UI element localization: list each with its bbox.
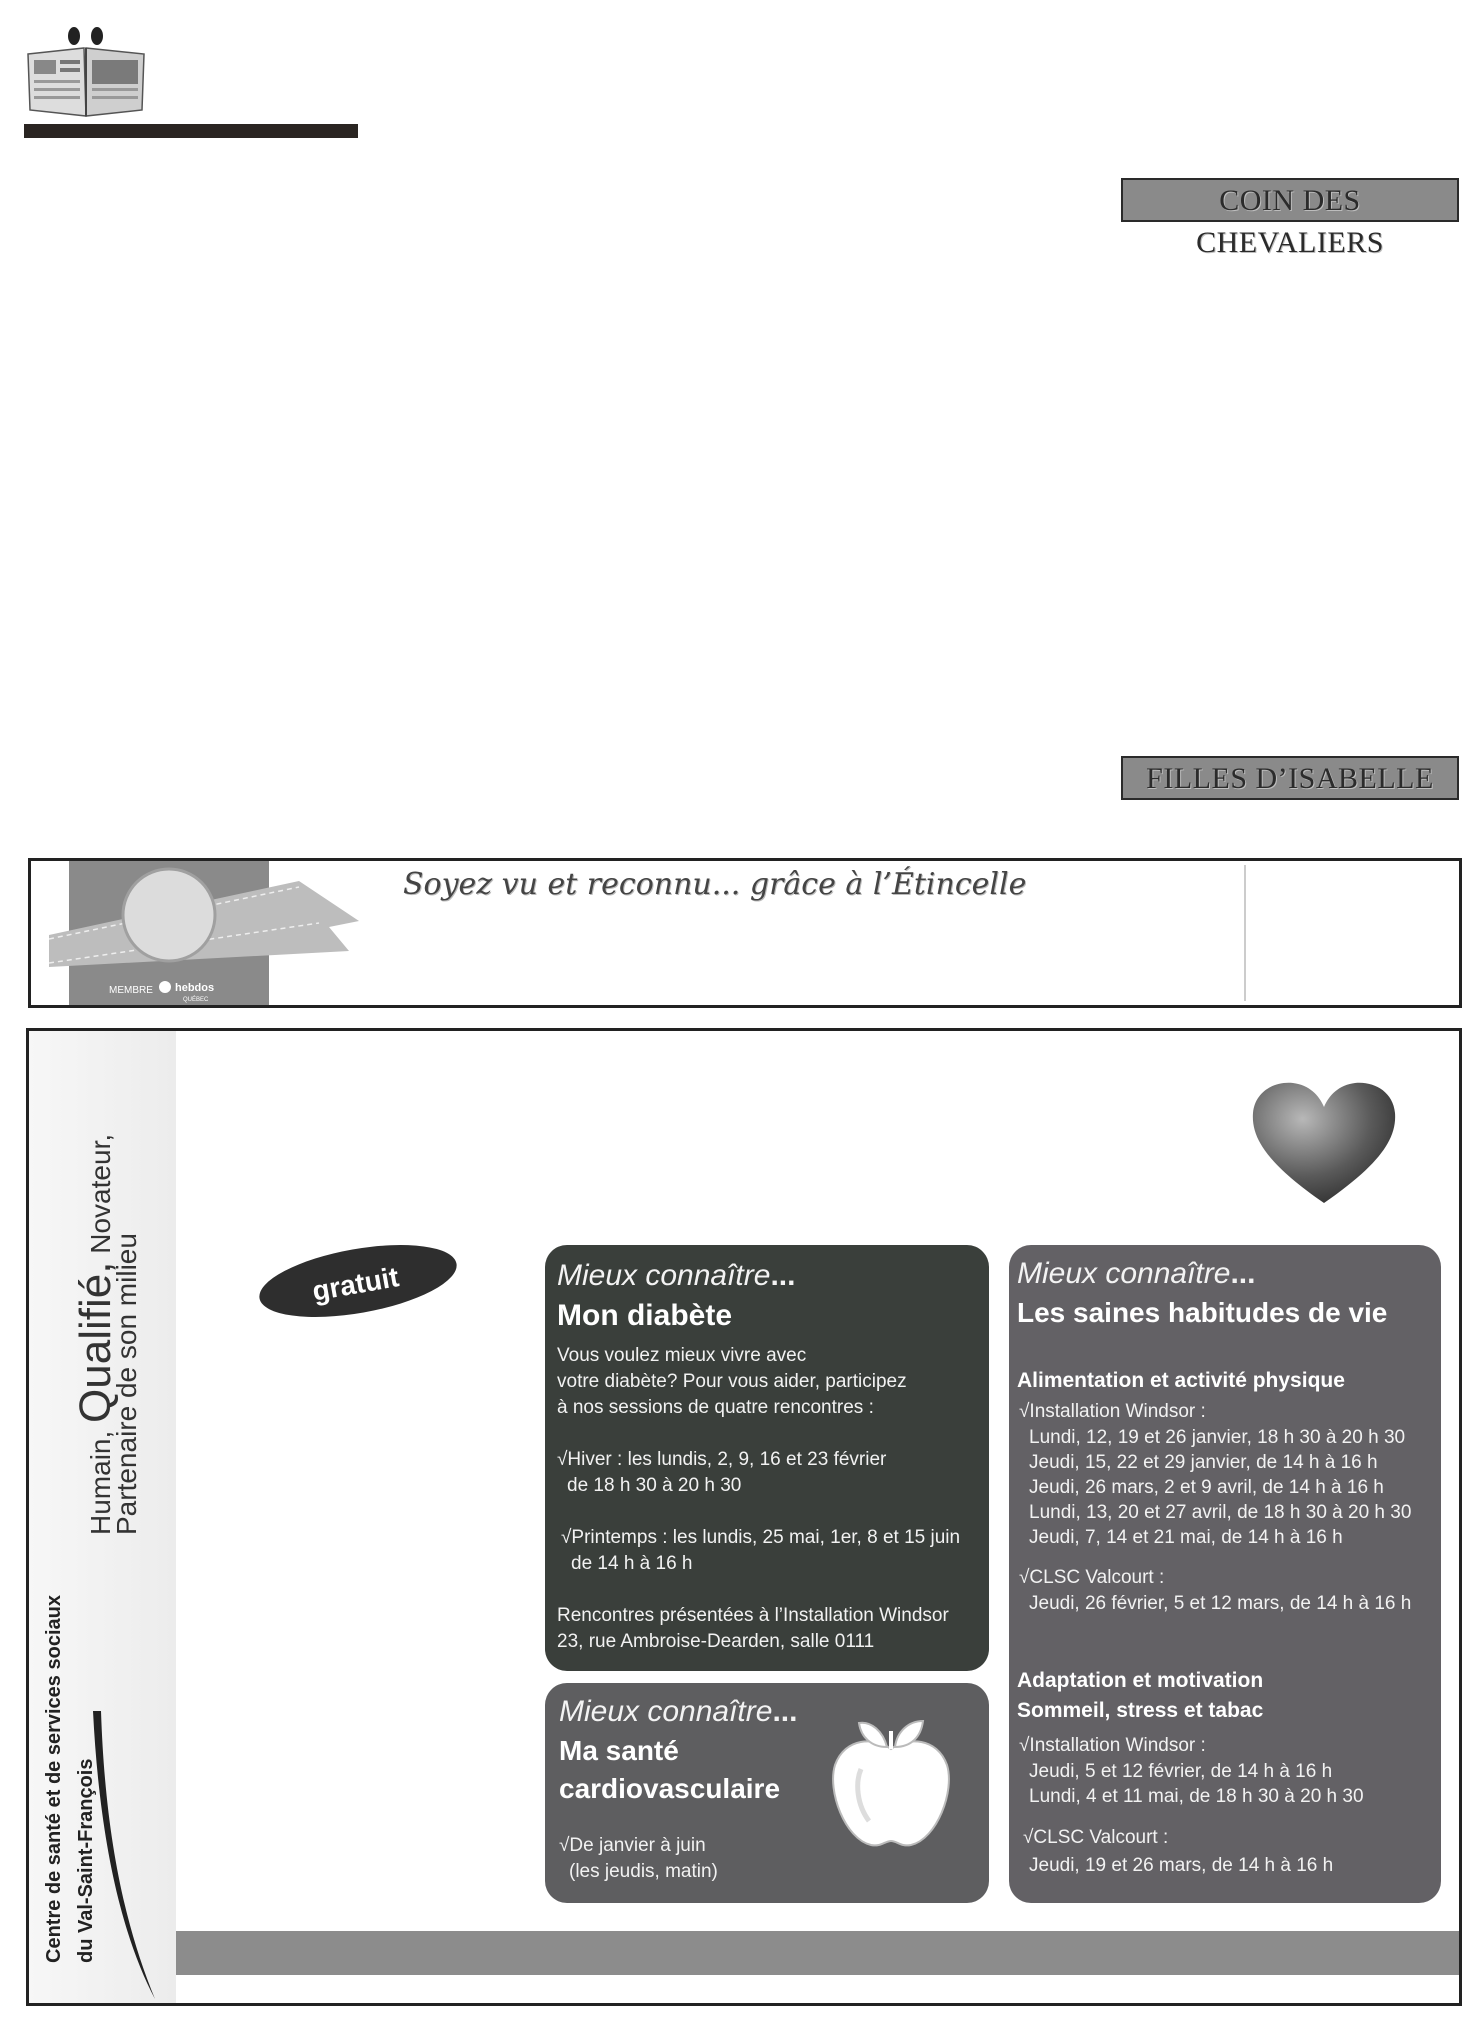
schedule-line: √De janvier à juin (559, 1835, 706, 1856)
badge-hebdos-text: hebdos (175, 982, 215, 994)
banner-divider (1244, 865, 1246, 1001)
intro-line: à nos sessions de quatre rencontres : (557, 1397, 874, 1418)
badge-membre-text: MEMBRE (109, 985, 153, 996)
schedule-line: Jeudi, 5 et 12 février, de 14 h à 16 h (1029, 1761, 1333, 1782)
panel-saines-habitudes (1009, 1245, 1441, 1903)
location-label: √Installation Windsor : (1019, 1735, 1206, 1756)
location-line: Rencontres présentées à l’Installation Windsor (557, 1605, 949, 1626)
badge-quebec-text: QUÉBEC (183, 997, 209, 1003)
banner-tagline: Soyez vu et reconnu... grâce à l’Étincelle (403, 867, 1027, 902)
gratuit-badge (255, 1245, 461, 1317)
location-label: √CLSC Valcourt : (1023, 1827, 1169, 1848)
subsection-title: Adaptation et motivation (1017, 1669, 1264, 1692)
organization-name-line-2: du Val-Saint-François (75, 1758, 97, 1963)
hebdos-member-badge (49, 861, 359, 1005)
schedule-hiver: √Hiver : les lundis, 2, 9, 16 et 23 février (557, 1449, 887, 1470)
gratuit-text: gratuit (309, 1261, 402, 1307)
membership-banner (28, 858, 1462, 1008)
schedule-line: Lundi, 12, 19 et 26 janvier, 18 h 30 à 20 h 30 (1029, 1427, 1406, 1448)
panel-title: Ma santé (559, 1735, 679, 1766)
schedule-line: Lundi, 13, 20 et 27 avril, de 18 h 30 à 20 h 30 (1029, 1502, 1412, 1523)
panel-kicker: Mieux connaître... (1017, 1257, 1256, 1290)
subsection-title: Alimentation et activité physique (1017, 1369, 1345, 1392)
intro-line: Vous voulez mieux vivre avec (557, 1345, 807, 1366)
panel-kicker: Mieux connaître... (557, 1259, 796, 1292)
heart-icon (1249, 1079, 1399, 1209)
schedule-line: Jeudi, 26 mars, 2 et 9 avril, de 14 h à 16 h (1029, 1477, 1384, 1498)
schedule-printemps: √Printemps : les lundis, 25 mai, 1er, 8 et 15 juin (561, 1527, 961, 1548)
panel-kicker: Mieux connaître... (559, 1695, 798, 1728)
panel-title: Mon diabète (557, 1299, 733, 1332)
section-label-isabelle: FILLES D’ISABELLE (1121, 756, 1459, 800)
slogan-line-2: Partenaire de son milieu (111, 1233, 142, 1535)
schedule-hiver-time: de 18 h 30 à 20 h 30 (567, 1475, 742, 1496)
panel-mon-diabete (545, 1245, 989, 1671)
csss-advertisement (26, 1028, 1462, 2006)
schedule-line: Jeudi, 15, 22 et 29 janvier, de 14 h à 16 h (1029, 1452, 1378, 1473)
apple-icon (825, 1709, 957, 1851)
subsection-title: Sommeil, stress et tabac (1017, 1699, 1264, 1722)
organization-name-line-1: Centre de santé et de services sociaux (43, 1595, 65, 1963)
location-label: √Installation Windsor : (1019, 1401, 1206, 1422)
schedule-line: (les jeudis, matin) (569, 1861, 718, 1882)
panel-title: cardiovasculaire (559, 1773, 781, 1804)
swoosh-logo-icon (89, 1711, 159, 2001)
section-label-chevaliers: COIN DES CHEVALIERS (1121, 178, 1459, 222)
slogan-line-1: Humain, Qualifié, Novateur, (71, 1133, 120, 1535)
schedule-line: Jeudi, 19 et 26 mars, de 14 h à 16 h (1029, 1855, 1334, 1876)
location-line: 23, rue Ambroise-Dearden, salle 0111 (557, 1631, 875, 1652)
header-rule (24, 124, 358, 138)
location-label: √CLSC Valcourt : (1019, 1567, 1165, 1588)
ad-footer-bar (176, 1931, 1462, 1975)
schedule-line: Jeudi, 7, 14 et 21 mai, de 14 h à 16 h (1029, 1527, 1343, 1548)
schedule-line: Jeudi, 26 février, 5 et 12 mars, de 14 h à 16 h (1029, 1593, 1412, 1614)
intro-line: votre diabète? Pour vous aider, participez (557, 1371, 907, 1392)
panel-title: Les saines habitudes de vie (1017, 1297, 1388, 1328)
panel-sante-cardiovasculaire (545, 1683, 989, 1903)
schedule-line: Lundi, 4 et 11 mai, de 18 h 30 à 20 h 30 (1029, 1786, 1364, 1807)
newspaper-reader-icon (24, 26, 148, 124)
schedule-printemps-time: de 14 h à 16 h (571, 1553, 693, 1574)
